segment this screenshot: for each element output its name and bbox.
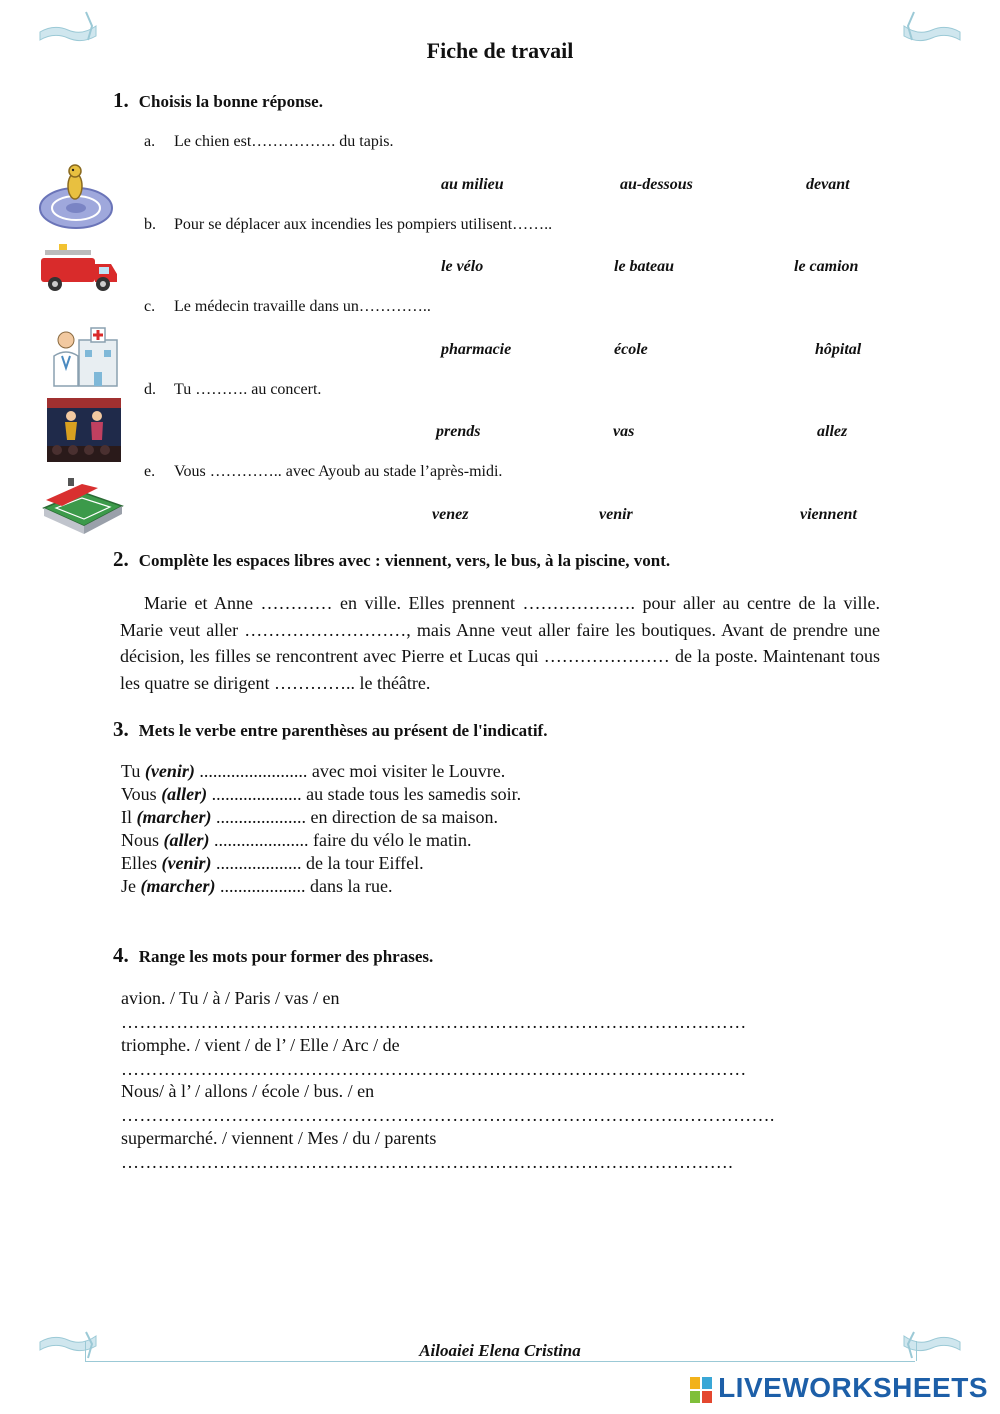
- verb-line-5[interactable]: Elles (venir) ................... de la tour Eiffel.: [121, 853, 424, 873]
- option-a-2[interactable]: au-dessous: [620, 176, 693, 193]
- section-number: 2.: [113, 547, 129, 571]
- option-d-2[interactable]: vas: [613, 423, 635, 440]
- verb-line-3[interactable]: Il (marcher) .................... en direction de sa maison.: [121, 807, 498, 827]
- question-c: c. Le médecin travaille dans un…………..: [144, 298, 431, 315]
- concert-icon: [47, 398, 121, 462]
- question-text: Le médecin travaille dans un…………..: [174, 298, 431, 315]
- option-e-2[interactable]: venir: [599, 506, 633, 523]
- scrambled-words-2: triomphe. / vient / de l’ / Elle / Arc / de: [121, 1035, 400, 1055]
- question-text: Tu ………. au concert.: [174, 381, 322, 398]
- option-d-1[interactable]: prends: [436, 423, 481, 440]
- option-b-1[interactable]: le vélo: [441, 258, 484, 275]
- option-c-2[interactable]: école: [614, 341, 648, 358]
- section-number: 4.: [113, 943, 129, 967]
- option-e-3[interactable]: viennent: [800, 506, 857, 523]
- doctor-hospital-icon: [49, 320, 121, 392]
- question-b: b. Pour se déplacer aux incendies les pompiers utilisent……..: [144, 216, 553, 233]
- option-a-3[interactable]: devant: [806, 176, 850, 193]
- option-e-1[interactable]: venez: [432, 506, 469, 523]
- section-1-heading: [113, 88, 323, 113]
- scrambled-words-1: avion. / Tu / à / Paris / vas / en: [121, 988, 340, 1008]
- verb-line-6[interactable]: Je (marcher) ................... dans la rue.: [121, 876, 393, 896]
- verb-line-2[interactable]: Vous (aller) .................... au stade tous les samedis soir.: [121, 784, 522, 804]
- verb-line-4[interactable]: Nous (aller) ..................... faire du vélo le matin.: [121, 830, 472, 850]
- answer-line-3[interactable]: ……………………………………………………………………………….…………….: [121, 1105, 775, 1125]
- fire-truck-icon: [37, 240, 121, 298]
- question-a: a. Le chien est……………. du tapis.: [144, 133, 394, 150]
- option-b-3[interactable]: le camion: [794, 258, 859, 275]
- section-title: Mets le verbe entre parenthèses au présent de l'indicatif.: [138, 721, 548, 740]
- page-title: Fiche de travail: [426, 38, 574, 63]
- question-text: Le chien est……………. du tapis.: [174, 133, 394, 150]
- answer-line-1[interactable]: …………………………………………………………………………………………: [121, 1012, 747, 1032]
- stadium-icon: [38, 474, 126, 536]
- question-text: Vous ………….. avec Ayoub au stade l’après-midi.: [174, 463, 503, 480]
- author-name: Ailoaiei Elena Cristina: [419, 1341, 581, 1360]
- option-c-1[interactable]: pharmacie: [441, 341, 512, 358]
- brand-wordmark: LIVEWORKSHEETS: [718, 1372, 988, 1403]
- section-4-heading: [113, 943, 433, 968]
- answer-line-4[interactable]: ……………………………………………………………………………………….: [121, 1152, 734, 1172]
- section-2-heading: [113, 547, 670, 572]
- question-e: e. Vous ………….. avec Ayoub au stade l’après-midi.: [144, 463, 503, 480]
- section-title: Complète les espaces libres avec : viennent, vers, le bus, à la piscine, vont.: [138, 551, 671, 570]
- scrambled-words-4: supermarché. / viennent / Mes / du / parents: [121, 1128, 437, 1148]
- verb-line-1[interactable]: Tu (venir) ........................ avec moi visiter le Louvre.: [121, 761, 506, 781]
- section-title: Choisis la bonne réponse.: [138, 92, 323, 111]
- dog-on-rug-icon: [37, 160, 115, 232]
- scrambled-words-3: Nous/ à l’ / allons / école / bus. / en: [121, 1081, 375, 1101]
- option-c-3[interactable]: hôpital: [815, 341, 862, 358]
- section-3-heading: [113, 717, 547, 742]
- fill-in-paragraph[interactable]: Marie et Anne ………… en ville. Elles prennent ………………. pour aller au centre de la ville. Marie veut aller ………………………, mais Anne veut aller faire les boutiques. Avant de prendre une décision, les filles se rencontrent avec Pierre et Lucas qui ………………… de la poste. Maintenant tous les quatre se dirigent ………….. le théâtre.: [120, 593, 880, 693]
- option-b-2[interactable]: le bateau: [614, 258, 674, 275]
- option-a-1[interactable]: au milieu: [441, 176, 504, 193]
- liveworksheets-logo-icon: [690, 1377, 712, 1403]
- question-text: Pour se déplacer aux incendies les pompiers utilisent……..: [174, 216, 553, 233]
- footer-divider: [85, 1361, 915, 1362]
- question-d: d. Tu ………. au concert.: [144, 381, 322, 398]
- answer-line-2[interactable]: …………………………………………………………………………………………: [121, 1059, 747, 1079]
- section-title: Range les mots pour former des phrases.: [138, 947, 434, 966]
- section-number: 3.: [113, 717, 129, 741]
- option-d-3[interactable]: allez: [817, 423, 848, 440]
- section-number: 1.: [113, 88, 129, 112]
